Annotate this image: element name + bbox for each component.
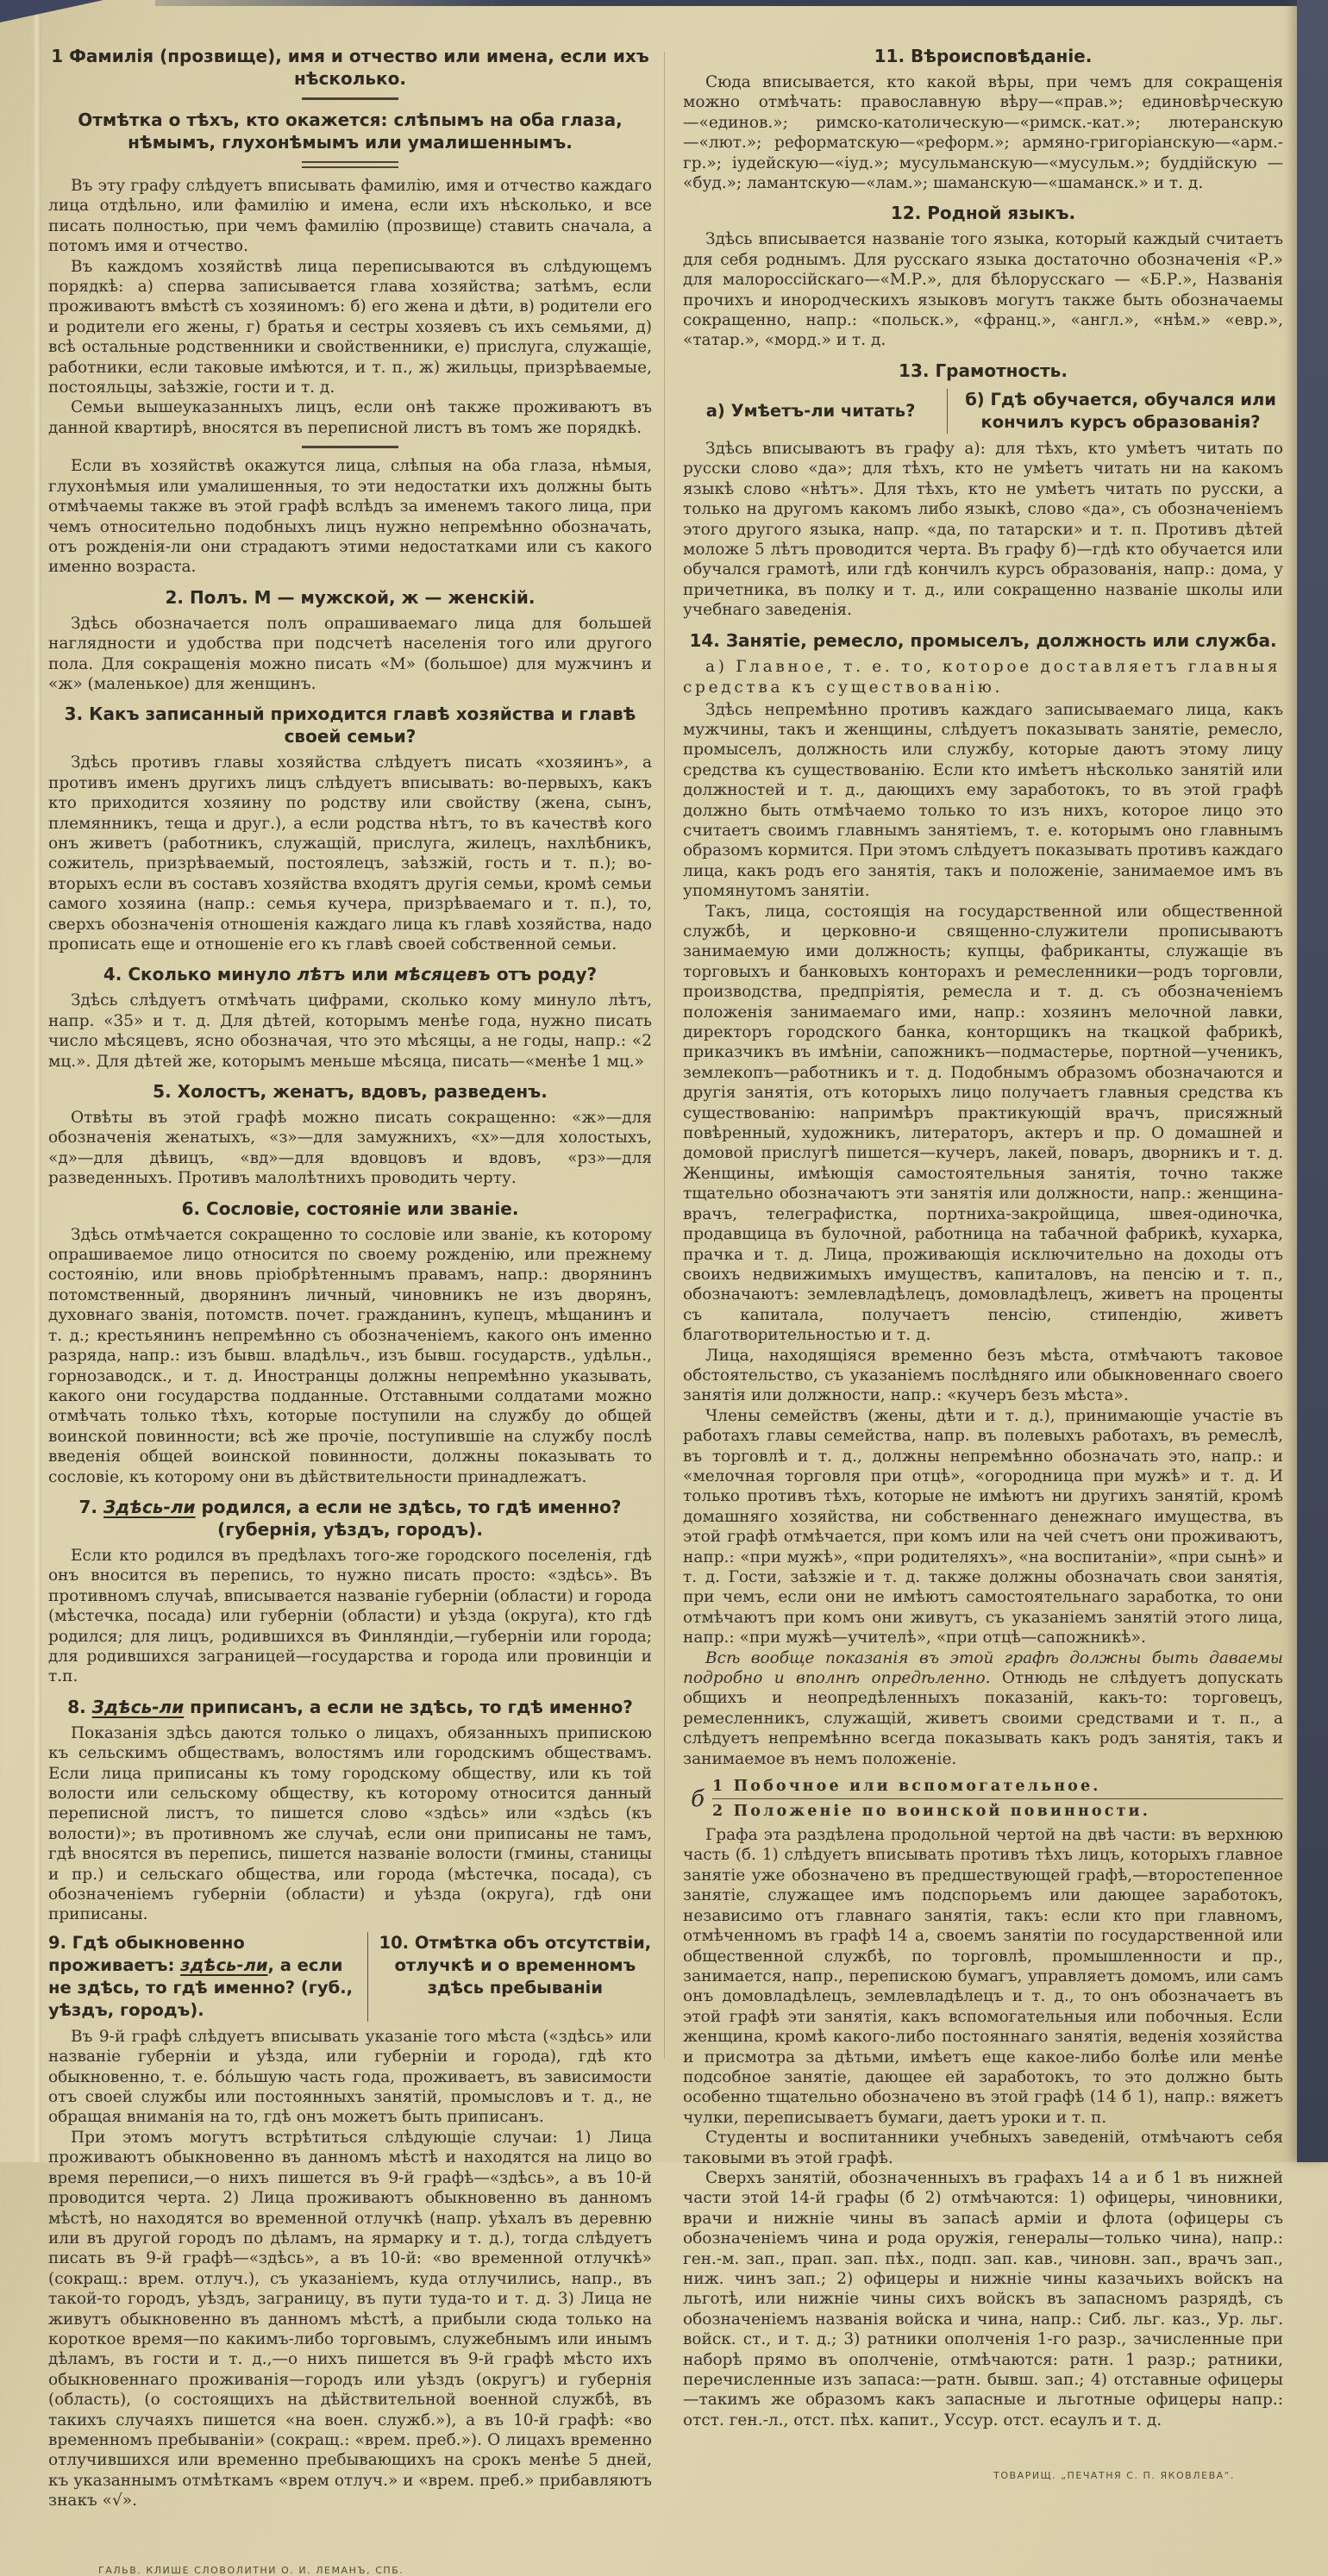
section-9-10-heading-block [48,1932,652,2022]
printer-imprint-right: ТОВАРИЩ. „ПЕЧАТНЯ С. П. ЯКОВЛЕВА“. [993,2470,1235,2482]
sub-column-letter: б [691,1785,705,1812]
section-13-paragraph: Здѣсь вписываютъ въ графу а): для тѣхъ, кто умѣетъ читать по русски слово «да»; для тѣхъ, кто не умѣетъ читать ни на какомъ языкѣ слово «нѣтъ». Для тѣхъ, кто не умѣетъ читать по русски, а только на другомъ какомъ либо языкѣ, слово «да», съ обозначеніемъ этого другого языка, напр. «да, по татарски» и т. п. Противъ дѣтей моложе 5 лѣтъ проводится черта. Въ графу б)—гдѣ кто обучается или обучался грамотѣ, или гдѣ кончилъ курсъ образованія, напр.: дома, у причетника, въ полку и т. д., или сокращенно названіе школы или учебнаго заведенія. [683,439,1283,620]
heading-underlined-word: Здѣсь-ли [103,1496,196,1517]
heading-text: , а если не здѣсь, то гдѣ именно? (губ., уѣздъ, городъ). [48,1954,354,2020]
heading-text: 4. Сколько минуло [103,964,298,985]
heading-text: отъ роду? [490,964,598,985]
section-14-paragraph-4: Члены семействъ (жены, дѣти и т. д.), принимающіе участіе въ работахъ главы семейства, напр. въ полевыхъ работахъ, въ ремеслѣ, въ торговлѣ и т. д., должны непремѣнно обозначать это, напр.: и «мелочная торговля при отцѣ», «огородница при мужѣ» и т. д. И только противъ тѣхъ, которые не имѣютъ ни другихъ занятій, кромѣ домашняго хозяйства, ни собственнаго денежнаго имущества, въ этой графѣ отмѣчается, при комъ или на чей счетъ они проживаютъ, напр.: «при мужѣ», «при родителяхъ», «на воспитаніи», «при сынѣ» и т. д. Гости, заѣзжіе и т. д. также должны обозначать свои занятія, при чемъ, если они не имѣютъ самостоятельнаго заработка, то они отмѣчаютъ при комъ они живутъ, съ указаніемъ занятій этого лица, напр.: «при мужѣ—учителѣ», «при отцѣ—сапожникѣ». [683,1406,1283,1648]
paragraph-infirmity-marking: Если въ хозяйствѣ окажутся лица, слѣпыя на оба глаза, нѣмыя, глухонѣмыя или умалишенныя, то эти недостатки ихъ должны быть отмѣчаемы также въ этой графѣ вслѣдъ за именемъ такого лица, при чемъ относительно подобныхъ лицъ нужно непремѣнно обозначать, отъ рожденія-ли они страдаютъ этими недостатками или съ какого именно возраста. [48,457,652,577]
heading-italic-word: мѣсяцевъ [394,964,491,985]
heading-text: 8. [67,1696,92,1717]
section-13-heading: 13. Грамотность. [899,360,1068,381]
section-12-heading: 12. Родной языкъ. [890,203,1076,224]
section-11-heading: 11. Вѣроисповѣданіе. [874,46,1093,66]
section-5-heading: 5. Холостъ, женатъ, вдовъ, разведенъ. [153,1081,548,1103]
section-7-heading [48,1496,652,1541]
section-5-paragraph: Отвѣты въ этой графѣ можно писать сокращенно: «ж»—для обозначенія женатыхъ, «з»—для замужнихъ, «х»—для холостыхъ, «д»—для дѣвицъ, «вд»—для вдовцовъ и вдовъ, «рз»—для разведенныхъ. Противъ малолѣтнихъ проводить черту. [48,1109,652,1188]
section-10-heading: 10. Отмѣтка объ отсутствіи, отлучкѣ и о временномъ здѣсь пребываніи [367,1932,652,2022]
heading-text: родился, а если не здѣсь, то гдѣ именно? (губернія, уѣздъ, городъ). [195,1496,622,1540]
page-right-edge-shadow [1297,0,1328,2162]
divider-rule-double [302,161,398,168]
paragraph-families-order: Семьи вышеуказанныхъ лицъ, если онѣ также проживаютъ въ данной квартирѣ, вносятся въ переписной листъ въ томъ же порядкѣ. [48,398,652,437]
divider-rule [302,446,398,448]
heading-italic-word: лѣтъ [297,964,346,985]
section-13a-heading: а) Умѣетъ-ли читать? [705,400,916,421]
section-9-heading [48,1932,367,2022]
section-14-paragraph-3: Лица, находящіяся временно безъ мѣста, отмѣчаютъ таковое обстоятельство, съ указаніемъ послѣдняго или обыкновеннаго своего занятія или должности, напр.: «кучеръ безъ мѣста». [683,1346,1283,1405]
paragraph-household-order: Въ каждомъ хозяйствѣ лица переписываются въ слѣдующемъ порядкѣ: а) сперва записывается глава хозяйства; затѣмъ, если проживаютъ вмѣстѣ съ хозяиномъ: б) его жена и дѣти, в) родители его и родители его жены, г) братья и сестры хозяевъ съ ихъ семьями, д) всѣ остальные родственники и свойственники, е) прислуга, служащіе, работники, если таковые имѣются, и т. п., ж) жильцы, призрѣваемые, постояльцы, заѣзжіе, гости и т. д. [48,257,652,397]
section-6-paragraph: Здѣсь отмѣчается сокращенно то сословіе или званіе, къ которому опрашиваемое лицо относится по своему рожденію, или прежнему состоянію, или вновь пріобрѣтеннымъ правамъ, напр.: дворянинъ потомственный, дворянинъ личный, чиновникъ не изъ дворянъ, духовнаго званія, потомств. почет. гражданинъ, купецъ, мѣщанинъ и т. д.; крестьянинъ непремѣнно съ обозначеніемъ, какого онъ именно разряда, напр.: изъ бывш. владѣльч., изъ бывш. государств., удѣльн., горнозаводск., и т. д. Иностранцы должны непремѣнно указывать, какого они государства подданные. Отставными солдатами можно отмѣчать только тѣхъ, которые поступили на службу до общей воинской повинности; всѣ же прочіе, поступившіе на службу послѣ введенія общей воинской повинности, должны показывать то сословіе, къ которому они въ дѣйствительности принадлежатъ. [48,1225,652,1486]
section-13-subheading-block [683,389,1283,434]
paper-crease [33,0,41,2162]
heading-underlined-word: здѣсь-ли [180,1954,268,1975]
section-14b2-heading: 2 Положеніе по воинской повинности. [712,1803,1150,1821]
section-4-heading [48,963,652,985]
paragraph-surname-instruction: Въ эту графу слѣдуетъ вписывать фамилію, имя и отчество каждаго лица отдѣльно, или фамилію и имена, если ихъ нѣсколько, и все писать полностью, при чемъ фамилію (прозвище) ставить сначала, а потомъ имя и отчество. [48,177,652,256]
left-column [48,36,652,2576]
page-corner-fold [0,0,103,22]
infirmity-note-heading: Отмѣтка о тѣхъ, кто окажется: слѣпымъ на оба глаза, нѣмымъ, глухонѣмымъ или умалишеннымъ. [78,109,623,153]
section-13b-heading: б) Гдѣ обучается, обучался или кончилъ курсъ образованія? [947,389,1283,434]
section-14a-heading: а) Главное, т. е. то, которое доставляетъ главныя средства къ существованію. [683,657,1281,697]
italic-lead-text: Всѣ вообще показанія въ этой графѣ должны быть даваемы подробно и вполнѣ опредѣленно. [683,1648,1283,1688]
section-3-heading: 3. Какъ записанный приходится главѣ хозяйства и главѣ своей семьи? [64,703,636,747]
section-14b-paragraph-3: Сверхъ занятій, обозначенныхъ въ графахъ 14 а и б 1 въ нижней части этой 14-й графы (б 2) отмѣчаются: 1) офицеры, чиновники, врачи и нижніе чины въ запасѣ арміи и флота (офицеры съ обозначеніемъ чина и рода оружія, генералы—только чина), напр.: ген.-м. зап., прап. зап. пѣх., подп. зап. кав., чиновн. зап., врачъ зап., ниж. чинъ зап.; 2) офицеры и нижніе чины казачьихъ войскъ на льготѣ, или нижніе чины сихъ войскъ въ запасномъ разрядѣ, съ обозначеніемъ названія войска и чина, напр.: Сиб. льг. каз., Ур. льг. войск. ст., и т. д.; 3) ратники ополченія 1-го разр., зачисленные при наборѣ прямо въ ополченіе, отмѣчаются: ратн. 1 разр.; ратники, перечисленные изъ запаса:—ратн. бывш. зап.; 4) отставные офицеры—такимъ же образомъ какъ запасные и льготные офицеры напр.: отст. ген.-л., отст. пѣх. капит., Уссур. отст. есаулъ и т. д. [683,2168,1283,2429]
section-2-paragraph: Здѣсь обозначается полъ опрашиваемаго лица для большей наглядности и удобства при подсчетѣ населенія того или другого пола. Для сокращенія можно писать «М» (большое) для мужчинъ и «ж» (маленькое) для женщинъ. [48,614,652,693]
section-14-paragraph-2: Такъ, лица, состоящія на государственной или общественной службѣ, и церковно-и священно-служители прописываютъ занимаемую ими должность; купцы, фабриканты, служащіе въ торговыхъ и банковыхъ конторахъ и ремесленники—родъ торговли, производства, предпріятія, ремесла и т. д. съ обозначеніемъ положенія занимаемаго ими, напр.: хозяинъ мелочной лавки, директоръ городского банка, конторщикъ на ткацкой фабрикѣ, приказчикъ въ имѣніи, сапожникъ—подмастерье, портной—ученикъ, землекопъ—работникъ и т. д. Подобнымъ образомъ обозначаются и другія занятія, отъ которыхъ лицо получаетъ главныя средства къ существованію: напримѣръ практикующій врачъ, присяжный повѣренный, художникъ, литераторъ, актеръ и пр. О домашней и домовой прислугѣ пишется—кучеръ, лакей, поваръ, дворникъ и т. д. Женщины, имѣющія самостоятельныя занятія, точно также тщательно обозначаютъ эти занятія или должности, напр.: женщина-врачъ, телеграфистка, портниха-закройщица, швея-одиночка, продавщица въ булочной, работница на табачной фабрикѣ, кухарка, прачка и т. д. Лица, проживающія исключительно на доходы отъ своихъ недвижимыхъ имуществъ, капиталовъ, на пенсію и т. п., обозначаютъ: землевладѣлецъ, домовладѣлецъ, живетъ на проценты съ капитала, получаетъ пенсію, стипендію, живетъ благотворительностью и т. д. [683,902,1283,1345]
right-column [683,36,1283,2576]
section-8-paragraph: Показанія здѣсь даются только о лицахъ, обязанныхъ припискою къ сельскимъ обществамъ, волостямъ или городскимъ обществамъ. Если лица приписаны къ тому городскому обществу, или къ той волости или сельскому обществу, къ которому относится данный переписной листъ, то пишется слово «здѣсь» или «здѣсь (къ волости)»; въ противномъ же случаѣ, если они приписаны не тамъ, гдѣ вносятся въ перепись, пишется названіе волости (гмины, станицы и пр.) и сельскаго общества, или города (мѣстечка, посада), съ обозначеніемъ губерніи (области) и уѣзда (округа), гдѣ они приписаны. [48,1723,652,1924]
heading-text: 9. Гдѣ обыкновенно проживаетъ: [48,1932,245,1975]
section-6-heading: 6. Сословіе, состояніе или званіе. [181,1197,519,1219]
heading-text: или [345,964,395,985]
two-column-layout [48,36,1283,2576]
section-14b1-heading: 1 Побочное или вспомогательное. [712,1778,1101,1796]
paragraph-text: Отнюдь не слѣдуетъ допускать общихъ и неопредѣленныхъ показаній, какъ-то: торговецъ, ремесленникъ, служащій, живетъ своими средствами и т. п., а слѣдуетъ непремѣнно всегда показывать какъ родъ занятія, такъ и занимаемое въ немъ положеніе. [683,1669,1283,1768]
section-7-paragraph: Если кто родился въ предѣлахъ того-же городского поселенія, гдѣ онъ вносится въ перепись, то нужно писать просто: «здѣсь». Въ противномъ случаѣ, вписывается названіе губерніи (области) и города (мѣстечка, посада) или губерніи (области) и уѣзда (округа), кто гдѣ родился; для лицъ, родившихся въ Финляндіи,—губерніи или города; для родившихся заграницей—государства и города или провинціи и т.п. [48,1546,652,1686]
divider-rule [302,97,398,100]
section-2-heading: 2. Полъ. М — мужской, ж — женскій. [165,586,536,608]
heading-text: 7. [78,1496,103,1517]
section-12-paragraph: Здѣсь вписывается названіе того языка, который каждый считаетъ для себя роднымъ. Для русскаго языка достаточно обозначенія «Р.» для малороссійскаго—«М.Р.», для бѣлорусскаго — «Б.Р.», Названія прочихъ и инородческихъ языковъ могутъ также быть обозначаемы сокращенно, напр.: «польск.», «франц.», «англ.», «нѣм.» «евр.», «татар.», «морд.» и т. д. [683,230,1283,350]
section-3-paragraph: Здѣсь противъ главы хозяйства слѣдуетъ писать «хозяинъ», а противъ именъ другихъ лицъ слѣдуетъ вписывать: во-первыхъ, какъ кто приходится хозяину по родству или свойству (жена, сынъ, племянникъ, теща и друг.), а если родства нѣтъ, то въ качествѣ кого онъ живетъ (работникъ, служащій, прислуга, жилецъ, нахлѣбникъ, сожитель, призрѣваемый, постоялецъ, заѣзжій, гость и т. п.); во-вторыхъ если въ составъ хозяйства входятъ другія семьи, кромѣ семьи самого хозяина (напр.: семья кучера, призрѣваемаго и т. п.), то, сверхъ обозначенія отношенія каждаго лица къ главѣ хозяйства, надо прописать еще и отношеніе его къ главѣ своей собственной семьи. [48,753,652,953]
section-9-paragraph-2: При этомъ могутъ встрѣтиться слѣдующіе случаи: 1) Лица проживаютъ обыкновенно въ данномъ мѣстѣ и находятся на лицо во время переписи,—о нихъ пишется въ 9-й графѣ—«здѣсь», а въ 10-й проводится черта. 2) Лица проживаютъ обыкновенно въ данномъ мѣстѣ, но находятся во временной отлучкѣ (напр. уѣхалъ въ деревню или въ другой городъ по дѣламъ, на ярмарку и т. д.), тогда слѣдуетъ писать въ 9-й графѣ—«здѣсь», а въ 10-й: «во временной отлучкѣ» (сокращ.: врем. отлуч.), съ указаніемъ, куда отлучились, напр., въ такой-то городъ, уѣздъ, заграницу, въ пути туда-то и т. д. 3) Лица не живутъ обыкновенно въ данномъ мѣстѣ, а прибыли сюда только на короткое время—по какимъ-либо торговымъ, служебнымъ или инымъ дѣламъ, въ гости и т. д.,—о нихъ пишется въ 9-й графѣ мѣсто ихъ обыкновеннаго проживанія—городъ или уѣздъ (округъ) и губернія (область), (о состоящихъ на дѣйствительной военной службѣ, въ такихъ случаяхъ пишется «на воен. служб.»), а въ 10-й графѣ: «во временномъ пребываніи» (сокращ.: «врем. преб.»). О лицахъ временно отлучившихся или временно пребывающихъ на срокъ менѣе 5 дней, къ указаннымъ отмѣткамъ «врем отлуч.» и «врем. преб.» прибавляютъ знакъ «√». [48,2128,652,2510]
printer-imprint-left: ГАЛЬВ. КЛИШЕ СЛОВОЛИТНИ О. И. ЛЕМАНЪ, СПБ. [98,2564,404,2576]
section-14b-lines [712,1776,1283,1822]
section-14-paragraph-1: Здѣсь непремѣнно противъ каждаго записываемаго лица, какъ мужчины, такъ и женщины, слѣдуетъ показывать занятіе, ремесло, промыселъ, должность или службу, которые даютъ этому лицу средства къ существованію. Если кто имѣетъ нѣсколько занятій или должностей и т. д., дающихъ ему заработокъ, то въ этой графѣ должно быть отмѣчаемо только то изъ нихъ, которое лицо это считаетъ своимъ главнымъ занятіемъ, т. е. которымъ оно главнымъ образомъ кормится. При этомъ слѣдуетъ показывать противъ каждаго лица, какъ родъ его занятія, такъ и положеніе, занимаемое имъ въ упомянутомъ занятіи. [683,700,1283,901]
divider-rule [712,1798,1283,1799]
section-11-paragraph: Сюда вписывается, кто какой вѣры, при чемъ для сокращенія можно отмѣчать: православную вѣру—«прав.»; единовѣрческую—«единов.»; римско-католическую—«римск.-кат.»; лютеранскую—«лют.»; реформатскую—«реформ.»; армяно-григоріанскую—«арм.-гр.»; іудейскую—«іуд.»; мусульманскую—«мусульм.»; буддійскую — «буд.»; ламантскую—«лам.»; шаманскую—«шаманск.» и т. д. [683,73,1283,193]
section-8-heading [48,1696,652,1718]
section-1-heading: 1 Фамилія (прозвище), имя и отчество или имена, если ихъ нѣсколько. [51,46,649,89]
section-14b-paragraph-2: Студенты и воспитанники учебныхъ заведеній, отмѣчаютъ себя таковыми въ этой графѣ. [683,2129,1283,2167]
section-14b-heading-block [683,1776,1283,1822]
heading-text: приписанъ, а если не здѣсь, то гдѣ именно? [184,1696,633,1717]
section-14-paragraph-5 [683,1648,1283,1769]
section-4-paragraph: Здѣсь слѣдуетъ отмѣчать цифрами, сколько кому минуло лѣтъ, напр. «35» и т. д. Для дѣтей, которымъ менѣе года, нужно писать число мѣсяцевъ, ясно обозначая, что это мѣсяцы, а не годы, напр.: «2 мц.». Для дѣтей же, которымъ меньше мѣсяца, писать—«менѣе 1 мц.» [48,991,652,1071]
section-14b-paragraph-1: Графа эта раздѣлена продольной чертой на двѣ части: въ верхнюю часть (б. 1) слѣдуетъ вписывать противъ тѣхъ лицъ, которыхъ главное занятіе уже обозначено въ предшествующей графѣ,—второстепенное занятіе, служащее имъ подспорьемъ или дающее заработокъ, независимо отъ главнаго занятія, такъ: если кто при главномъ, отмѣченномъ въ графѣ 14 а, своемъ занятіи по государственной или общественной службѣ, по торговлѣ, промышленности и пр., занимается, напр., перепискою бумагъ, управляетъ домомъ, или самъ онъ домовладѣлецъ, землевладѣлецъ и т. д., то онъ обозначаетъ въ этой графѣ эти занятія, какъ вспомогательныя или побочныя. Если женщина, кромѣ какого-либо постояннаго занятія, веденія хозяйства и присмотра за дѣтьми, имѣетъ еще какое-либо болѣе или менѣе подсобное занятіе, дающее ей заработокъ, то это должно быть особенно тщательно обозначено въ этой графѣ (14 б 1), напр.: вяжетъ чулки, переписываетъ бумаги, даетъ уроки и т. п. [683,1826,1283,2127]
page-top-edge-shadow [155,0,1328,6]
section-14-heading: 14. Занятіе, ремесло, промыселъ, должность или служба. [689,629,1277,651]
heading-underlined-word: Здѣсь-ли [91,1696,185,1717]
section-9-paragraph-1: Въ 9-й графѣ слѣдуетъ вписывать указаніе того мѣста («здѣсь» или названіе губерніи и уѣзда, или губерніи и города), гдѣ кто обыкновенно, т. е. бо́льшую часть года, проживаетъ, въ зависимости отъ своей службы или постоянныхъ занятій, промысловъ и т. д., не обращая вниманія на то, гдѣ онъ можетъ быть приписанъ. [48,2027,652,2127]
